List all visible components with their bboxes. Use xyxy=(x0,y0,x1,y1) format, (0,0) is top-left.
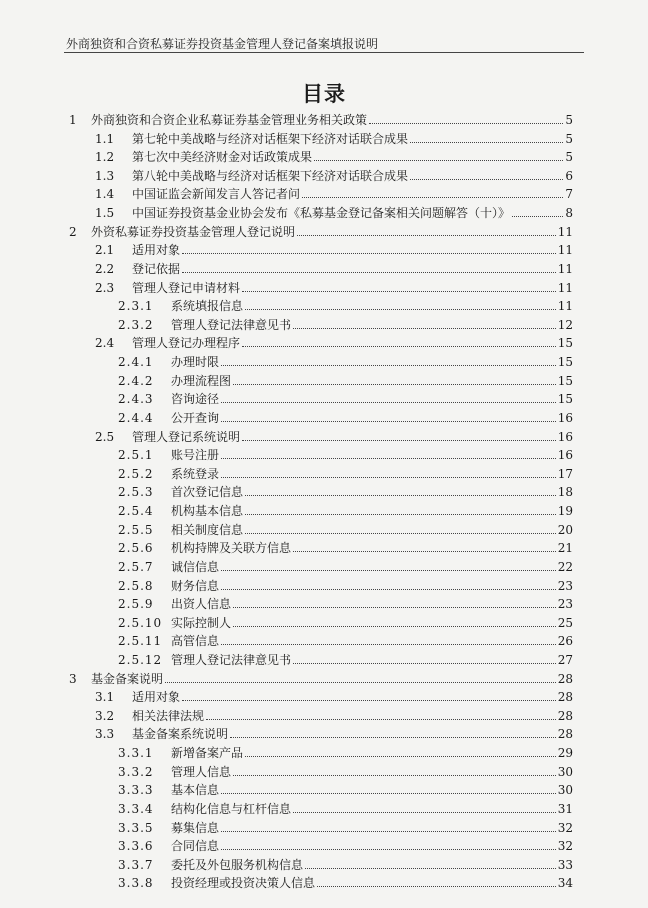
toc-entry-title: 管理人登记系统说明 xyxy=(132,429,241,444)
toc-entry[interactable] xyxy=(0,204,648,222)
toc-entry[interactable] xyxy=(0,409,648,427)
toc-entry-number: 3.3.2 xyxy=(118,764,154,779)
toc-entry-number: 2.5.10 xyxy=(118,615,163,630)
toc-entry-page: 26 xyxy=(557,634,573,649)
toc-entry-title: 外资私募证券投资基金管理人登记说明 xyxy=(91,224,296,239)
toc-entry[interactable] xyxy=(0,372,648,390)
toc-entry-title: 财务信息 xyxy=(171,578,220,593)
toc-entry[interactable] xyxy=(0,632,648,650)
toc-entry-page: 21 xyxy=(557,541,573,556)
toc-entry-page: 6 xyxy=(565,168,573,183)
toc-entry-page: 5 xyxy=(565,113,573,127)
toc-entry[interactable] xyxy=(0,800,648,818)
toc-entry-number: 2.5.8 xyxy=(118,578,154,593)
toc-entry[interactable] xyxy=(0,446,648,464)
toc-entry-number: 2.4.2 xyxy=(118,373,154,388)
toc-entry-page: 30 xyxy=(557,783,573,798)
toc-leader-dots xyxy=(314,160,563,161)
toc-entry-title: 公开查询 xyxy=(171,410,220,425)
toc-entry-number: 2.5.7 xyxy=(118,559,154,574)
toc-entry-number: 2 xyxy=(69,224,77,239)
toc-entry-number: 2.2 xyxy=(95,261,115,276)
toc-entry-number: 3.1 xyxy=(95,690,115,705)
toc-entry-number: 1.5 xyxy=(95,206,115,221)
toc-entry-number: 3.3.7 xyxy=(118,857,154,872)
toc-entry-title: 登记依据 xyxy=(132,261,181,276)
toc-entry-title: 咨询途径 xyxy=(171,392,220,407)
toc-entry-title: 账号注册 xyxy=(171,448,220,463)
toc-entry-number: 2.5.11 xyxy=(118,634,163,649)
toc-entry[interactable] xyxy=(0,111,648,129)
toc-entry[interactable] xyxy=(0,837,648,855)
toc-entry[interactable] xyxy=(0,483,648,501)
toc-entry[interactable] xyxy=(0,707,648,725)
toc-entry[interactable] xyxy=(0,130,648,148)
toc-entry[interactable] xyxy=(0,390,648,408)
toc-entry-page: 11 xyxy=(557,280,573,295)
toc-entry[interactable] xyxy=(0,595,648,613)
toc-leader-dots xyxy=(165,682,556,683)
header-rule xyxy=(64,52,584,53)
toc-entry-number: 2.4.4 xyxy=(118,410,154,425)
toc-entry-page: 8 xyxy=(565,206,573,221)
toc-entry-number: 2.3.2 xyxy=(118,317,154,332)
toc-entry-page: 31 xyxy=(557,801,573,816)
toc-leader-dots xyxy=(233,384,556,385)
toc-entry-page: 28 xyxy=(557,690,573,705)
toc-leader-dots xyxy=(221,589,556,590)
toc-entry-title: 第七次中美经济财金对话政策成果 xyxy=(132,150,313,165)
toc-entry[interactable] xyxy=(0,651,648,669)
toc-entry[interactable] xyxy=(0,670,648,688)
toc-entry-title: 委托及外包服务机构信息 xyxy=(171,857,304,872)
toc-leader-dots xyxy=(221,793,556,794)
toc-entry-page: 20 xyxy=(557,522,573,537)
toc-entry-title: 机构持牌及关联方信息 xyxy=(171,541,292,556)
toc-entry-page: 11 xyxy=(557,243,573,258)
toc-entry-title: 相关法律法规 xyxy=(132,708,205,723)
toc-entry[interactable] xyxy=(0,297,648,315)
toc-leader-dots xyxy=(410,179,563,180)
toc-entry-number: 3.2 xyxy=(95,708,115,723)
toc-entry-number: 3 xyxy=(69,671,77,686)
toc-entry-page: 12 xyxy=(557,317,573,332)
toc-entry-title: 办理流程图 xyxy=(171,373,232,388)
toc-leader-dots xyxy=(221,849,556,850)
toc-entry-title: 办理时限 xyxy=(171,355,220,370)
toc-leader-dots xyxy=(297,235,556,236)
toc-entry-number: 1.4 xyxy=(95,187,115,202)
toc-entry-title: 实际控制人 xyxy=(171,615,232,630)
toc-entry-number: 2.4.3 xyxy=(118,392,154,407)
toc-entry[interactable] xyxy=(0,260,648,278)
toc-entry[interactable] xyxy=(0,874,648,892)
toc-entry[interactable] xyxy=(0,241,648,259)
toc-entry[interactable] xyxy=(0,688,648,706)
toc-entry-number: 2.4 xyxy=(95,336,115,351)
toc-entry[interactable] xyxy=(0,185,648,203)
toc-entry-page: 28 xyxy=(557,727,573,742)
toc-entry-title: 合同信息 xyxy=(171,839,220,854)
toc-entry-title: 结构化信息与杠杆信息 xyxy=(171,801,292,816)
toc-entry-title: 基本信息 xyxy=(171,783,220,798)
toc-entry-title: 外商独资和合资企业私募证券基金管理业务相关政策 xyxy=(91,113,368,127)
toc-entry-page: 28 xyxy=(557,671,573,686)
toc-entry-title: 第七轮中美战略与经济对话框架下经济对话联合成果 xyxy=(132,131,409,146)
toc-leader-dots xyxy=(221,365,556,366)
toc-entry-number: 2.5.12 xyxy=(118,652,163,667)
toc-leader-dots xyxy=(221,458,556,459)
toc-entry-page: 29 xyxy=(557,746,573,761)
toc-entry-title: 基金备案系统说明 xyxy=(132,727,229,742)
toc-entry-number: 2.5.5 xyxy=(118,522,154,537)
toc-entry-page: 18 xyxy=(557,485,573,500)
toc-entry[interactable] xyxy=(0,539,648,557)
toc-entry[interactable] xyxy=(0,558,648,576)
toc-entry-number: 1 xyxy=(69,113,77,127)
toc-entry-title: 中国证监会新闻发言人答记者问 xyxy=(132,187,301,202)
toc-entry-number: 3.3.4 xyxy=(118,801,154,816)
toc-leader-dots xyxy=(206,719,556,720)
toc-entry-title: 管理人登记办理程序 xyxy=(132,336,241,351)
toc-entry-title: 管理人登记法律意见书 xyxy=(171,317,292,332)
toc-entry[interactable] xyxy=(0,819,648,837)
toc-entry-page: 16 xyxy=(557,410,573,425)
toc-entry-title: 基金备案说明 xyxy=(91,671,164,686)
toc-entry-page: 7 xyxy=(565,187,573,202)
toc-entry-number: 1.2 xyxy=(95,150,115,165)
toc-entry-number: 2.3 xyxy=(95,280,115,295)
toc-leader-dots xyxy=(245,756,556,757)
toc-entry-title: 管理人信息 xyxy=(171,764,232,779)
toc-entry-number: 2.1 xyxy=(95,243,115,258)
toc-entry-number: 3.3.1 xyxy=(118,746,154,761)
toc-entry-number: 2.4.1 xyxy=(118,355,154,370)
toc-entry[interactable] xyxy=(0,465,648,483)
toc-entry[interactable] xyxy=(0,353,648,371)
toc-leader-dots xyxy=(182,272,556,273)
toc-entry-page: 16 xyxy=(557,448,573,463)
toc-entry-number: 2.5.9 xyxy=(118,597,154,612)
toc-leader-dots xyxy=(305,868,556,869)
toc-leader-dots xyxy=(230,737,556,738)
toc-leader-dots xyxy=(369,123,563,124)
toc-leader-dots xyxy=(302,197,563,198)
toc-entry-title: 相关制度信息 xyxy=(171,522,244,537)
toc-entry-title: 募集信息 xyxy=(171,820,220,835)
toc-entry[interactable] xyxy=(0,223,648,241)
toc-entry[interactable] xyxy=(0,428,648,446)
toc-entry-page: 25 xyxy=(557,615,573,630)
toc-entry-title: 管理人登记申请材料 xyxy=(132,280,241,295)
toc-entry-title: 机构基本信息 xyxy=(171,504,244,519)
toc-entry-number: 3.3.8 xyxy=(118,876,154,891)
toc-entry[interactable] xyxy=(0,502,648,520)
toc-entry-number: 2.5.6 xyxy=(118,541,154,556)
toc-leader-dots xyxy=(233,607,556,608)
toc-entry-title: 高管信息 xyxy=(171,634,220,649)
toc-entry-page: 30 xyxy=(557,764,573,779)
toc-entry[interactable] xyxy=(0,856,648,874)
toc-entry-page: 34 xyxy=(557,876,573,891)
toc-entry-number: 3.3.5 xyxy=(118,820,154,835)
toc-entry-page: 16 xyxy=(557,429,573,444)
running-header: 外商独资和合资私募证券投资基金管理人登记备案填报说明 xyxy=(66,37,379,51)
toc-entry-page: 27 xyxy=(557,652,573,667)
toc-entry-page: 15 xyxy=(557,373,573,388)
toc-entry[interactable] xyxy=(0,316,648,334)
toc-leader-dots xyxy=(221,421,556,422)
toc-entry-number: 2.5 xyxy=(95,429,115,444)
toc-entry-title: 管理人登记法律意见书 xyxy=(171,652,292,667)
toc-entry[interactable] xyxy=(0,763,648,781)
toc-entry-number: 2.5.2 xyxy=(118,466,154,481)
toc-entry-page: 17 xyxy=(557,466,573,481)
toc-entry[interactable] xyxy=(0,148,648,166)
toc-title: 目录 xyxy=(302,82,346,106)
toc-entry-title: 首次登记信息 xyxy=(171,485,244,500)
toc-leader-dots xyxy=(233,626,556,627)
toc-leader-dots xyxy=(233,775,556,776)
toc-leader-dots xyxy=(317,886,556,887)
toc-leader-dots xyxy=(293,663,556,664)
toc-entry-page: 11 xyxy=(557,299,573,314)
toc-leader-dots xyxy=(182,700,556,701)
toc-leader-dots xyxy=(221,644,556,645)
toc-leader-dots xyxy=(512,216,563,217)
toc-entry-page: 28 xyxy=(557,708,573,723)
toc-entry-page: 5 xyxy=(565,131,573,146)
toc-entry-number: 2.5.3 xyxy=(118,485,154,500)
toc-entry-page: 15 xyxy=(557,336,573,351)
toc-leader-dots xyxy=(242,440,556,441)
toc-entry[interactable] xyxy=(0,744,648,762)
toc-entry-page: 11 xyxy=(557,261,573,276)
toc-entry[interactable] xyxy=(0,725,648,743)
toc-entry-page: 23 xyxy=(557,578,573,593)
toc-entry-page: 19 xyxy=(557,504,573,519)
toc-entry-page: 23 xyxy=(557,597,573,612)
toc-entry[interactable] xyxy=(0,577,648,595)
toc-leader-dots xyxy=(293,328,556,329)
toc-entry-number: 3.3 xyxy=(95,727,115,742)
toc-leader-dots xyxy=(245,309,556,310)
toc-entry-title: 新增备案产品 xyxy=(171,746,244,761)
toc-leader-dots xyxy=(245,514,556,515)
toc-entry-title: 诚信信息 xyxy=(171,559,220,574)
toc-entry-number: 2.5.1 xyxy=(118,448,154,463)
toc-entry[interactable] xyxy=(0,279,648,297)
toc-entry-title: 适用对象 xyxy=(132,243,181,258)
toc-entry-number: 2.3.1 xyxy=(118,299,154,314)
toc-entry-number: 2.5.4 xyxy=(118,504,154,519)
toc-entry-page: 11 xyxy=(557,224,573,239)
toc-entry[interactable] xyxy=(0,614,648,632)
toc-entry-page: 5 xyxy=(565,150,573,165)
toc-entry-title: 中国证券投资基金业协会发布《私募基金登记备案相关问题解答（十）》 xyxy=(132,206,511,221)
toc-entry-number: 1.1 xyxy=(95,131,115,146)
toc-leader-dots xyxy=(221,402,556,403)
toc-entry-page: 33 xyxy=(557,857,573,872)
toc-leader-dots xyxy=(245,533,556,534)
toc-entry-page: 15 xyxy=(557,392,573,407)
toc-leader-dots xyxy=(182,253,556,254)
toc-entry-title: 第八轮中美战略与经济对话框架下经济对话联合成果 xyxy=(132,168,409,183)
toc-entry-number: 1.3 xyxy=(95,168,115,183)
toc-entry[interactable] xyxy=(0,781,648,799)
toc-entry-title: 投资经理或投资决策人信息 xyxy=(171,876,316,891)
toc-leader-dots xyxy=(293,551,556,552)
toc-entry-page: 32 xyxy=(557,820,573,835)
toc-entry[interactable] xyxy=(0,167,648,185)
toc-leader-dots xyxy=(221,477,556,478)
toc-entry-page: 15 xyxy=(557,355,573,370)
toc-leader-dots xyxy=(242,291,556,292)
toc-entry-title: 出资人信息 xyxy=(171,597,232,612)
toc-entry-title: 系统填报信息 xyxy=(171,299,244,314)
toc-entry[interactable] xyxy=(0,521,648,539)
toc-entry[interactable] xyxy=(0,334,648,352)
toc-leader-dots xyxy=(221,570,556,571)
toc-entry-number: 3.3.6 xyxy=(118,839,154,854)
toc-entry-title: 系统登录 xyxy=(171,466,220,481)
toc-leader-dots xyxy=(245,495,556,496)
toc-leader-dots xyxy=(410,142,563,143)
toc-leader-dots xyxy=(242,346,556,347)
toc-leader-dots xyxy=(293,812,556,813)
toc-entry-page: 32 xyxy=(557,839,573,854)
toc-entry-page: 22 xyxy=(557,559,573,574)
toc-leader-dots xyxy=(221,831,556,832)
toc-entry-number: 3.3.3 xyxy=(118,783,154,798)
toc-entry-title: 适用对象 xyxy=(132,690,181,705)
